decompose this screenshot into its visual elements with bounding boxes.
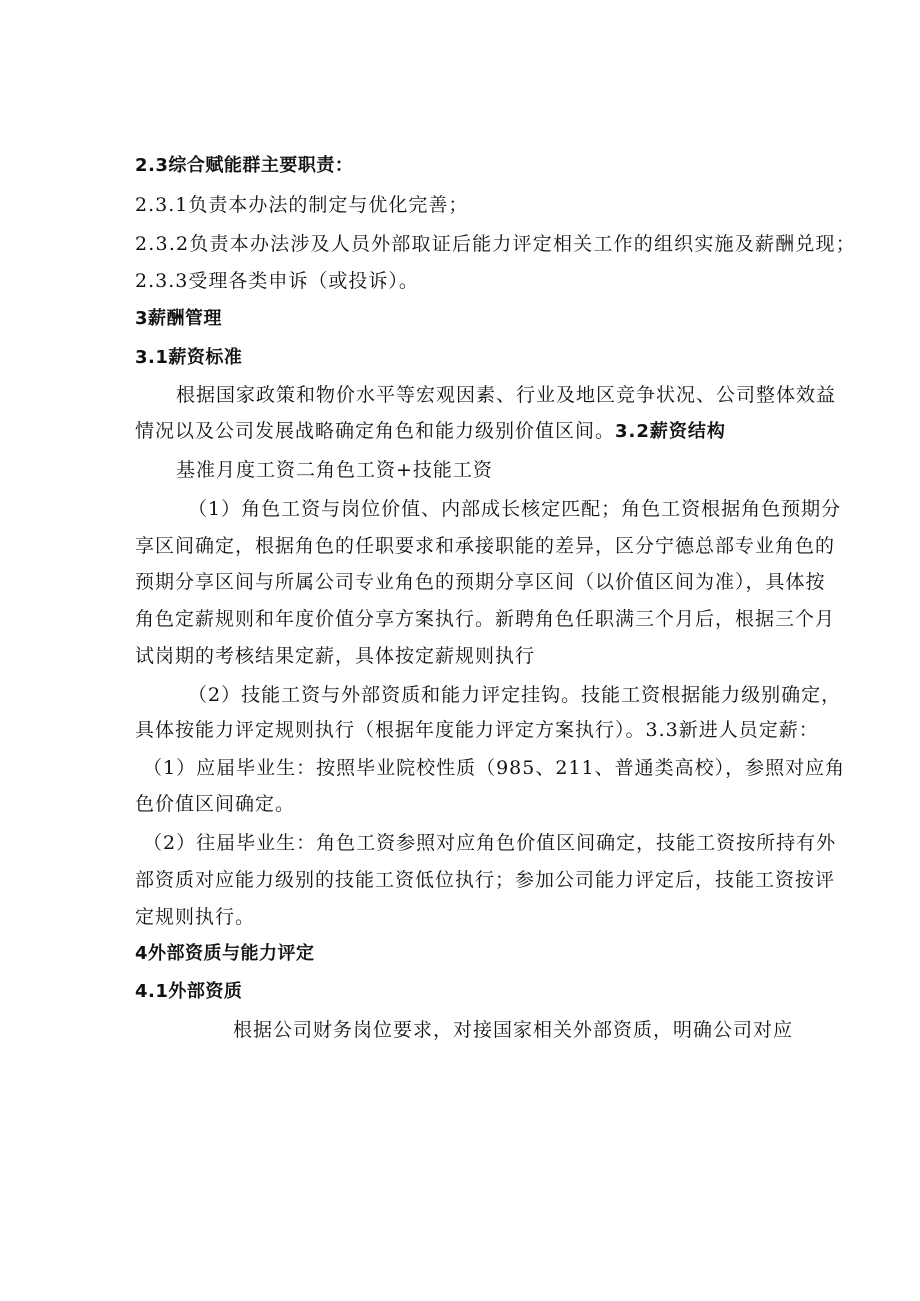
paragraph-line: 试岗期的考核结果定薪，具体按定薪规则执行 [135,645,536,667]
paragraph-text: 情况以及公司发展战略确定角色和能力级别价值区间。 [135,420,616,442]
section-heading-2-3: 2.3综合赋能群主要职责： [135,155,354,176]
section-heading-4: 4外部资质与能力评定 [135,943,315,964]
section-heading-4-1: 4.1外部资质 [135,981,243,1002]
formula-line: 基准月度工资二角色工资+技能工资 [176,459,493,481]
paragraph-line: 部资质对应能力级别的技能工资低位执行；参加公司能力评定后，技能工资按评 [135,869,836,891]
paragraph-line: 根据国家政策和物价水平等宏观因素、行业及地区竞争状况、公司整体效益 [176,384,837,406]
paragraph-line: 色价值区间确定。 [135,793,296,815]
paragraph-line: （2）技能工资与外部资质和能力评定挂钩。技能工资根据能力级别确定， [188,684,842,706]
section-heading-3: 3薪酬管理 [135,308,223,329]
paragraph-line: 预期分享区间与所属公司专业角色的预期分享区间（以价值区间为准），具体按 [135,571,826,593]
paragraph-line: 角色定薪规则和年度价值分享方案执行。新聘角色任职满三个月后，根据三个月 [135,608,836,630]
paragraph-line: 享区间确定，根据角色的任职要求和承接职能的差异，区分宁德总部专业角色的 [135,535,836,557]
list-item: 2.3.2负责本办法涉及人员外部取证后能力评定相关工作的组织实施及薪酬兑现； [135,233,856,255]
list-item: 2.3.3受理各类申诉（或投诉）。 [135,270,419,292]
paragraph-line: 根据公司财务岗位要求，对接国家相关外部资质，明确公司对应 [233,1019,794,1041]
paragraph-line: 具体按能力评定规则执行（根据年度能力评定方案执行）。3.3新进人员定薪： [135,719,819,741]
paragraph-line: （2）往届毕业生：角色工资参照对应角色价值区间确定，技能工资按所持有外 [143,832,837,854]
paragraph-line [135,418,726,445]
section-heading-3-1: 3.1薪资标准 [135,347,243,368]
list-item: 2.3.1负责本办法的制定与优化完善； [135,194,469,216]
paragraph-line: 定规则执行。 [135,906,256,928]
paragraph-line: （1）应届毕业生：按照毕业院校性质（985、211、普通类高校），参照对应角 [143,757,846,779]
inline-heading-3-2: 3.2薪资结构 [615,421,726,442]
paragraph-line: （1）角色工资与岗位价值、内部成长核定匹配；角色工资根据角色预期分 [188,498,842,520]
